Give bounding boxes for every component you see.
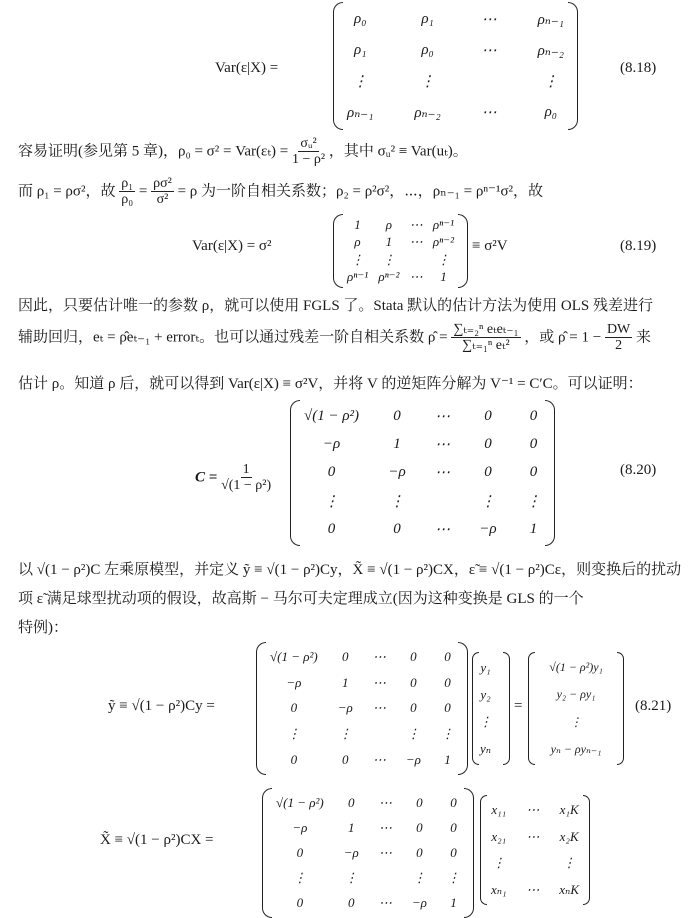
matrix-cell: −ρ [322, 436, 341, 453]
matrix-cell: ⋮ [562, 855, 576, 871]
matrix-cell: 0 [327, 521, 336, 538]
matrix-cell: ⋯ [378, 844, 392, 860]
paragraph-line [18, 322, 651, 354]
matrix-cell: −ρ [405, 752, 421, 768]
C-symbol: C = [195, 469, 218, 486]
numerator: ∑ₜ₌₂ⁿ eₜeₜ₋₁ [453, 322, 519, 337]
matrix-cell: √(1 − ρ²) [304, 407, 360, 424]
matrix-cell: ρⁿ⁻¹ [432, 216, 454, 232]
matrix-cell: −ρ [337, 700, 353, 716]
eq820-matrix [290, 400, 555, 546]
denominator: 1 − ρ² [291, 152, 326, 168]
matrix-cell: ⋯ [481, 43, 497, 59]
result-vector [528, 652, 624, 765]
matrix-grid [266, 642, 458, 775]
matrix-cell: ⋯ [526, 881, 540, 897]
matrix-cell: 0 [444, 648, 451, 664]
matrix-cell: ⋮ [352, 74, 368, 90]
matrix-cell: ⋯ [409, 234, 423, 250]
matrix-cell: √(1 − ρ²)y₁ [549, 660, 603, 675]
right-paren [617, 652, 624, 765]
matrix-cell: ⋮ [293, 870, 307, 886]
eqX-lhs: X̃ ≡ √(1 − ρ²)CX = [100, 832, 214, 848]
numerator: ρ₁ [121, 176, 134, 191]
left-paren [472, 652, 479, 765]
matrix-cell: √(1 − ρ²) [270, 648, 318, 664]
matrix-cell: x₂₁ [491, 828, 507, 844]
right-paren [568, 2, 578, 130]
numerator: 1 [242, 462, 250, 477]
matrix-cell: −ρ [343, 844, 359, 860]
matrix-cell: 1 [342, 674, 349, 690]
matrix-cell: y₁ [480, 659, 491, 675]
paragraph-line: 项 ε̃ 满足球型扰动项的假设，故高斯 − 马尔可夫定理成立(因为这种变换是 GLS 的一个 [18, 591, 584, 607]
text: ，其中 σᵤ² ≡ Var(uₜ)。 [328, 143, 468, 160]
matrix-cell: ⋯ [435, 465, 450, 482]
denominator: √(1 − ρ²) [221, 478, 272, 494]
matrix-cell: ⋮ [382, 251, 396, 267]
matrix-cell: ⋮ [406, 726, 420, 742]
matrix-cell: 0 [290, 700, 298, 716]
matrix-cell: 0 [290, 752, 298, 768]
matrix-cell: ⋮ [440, 726, 454, 742]
matrix-cell: 0 [484, 407, 492, 424]
matrix-cell: ⋯ [409, 269, 423, 285]
matrix-cell: 1 [450, 895, 457, 911]
matrix-cell: ⋯ [372, 752, 386, 768]
matrix-cell: ⋯ [435, 437, 450, 454]
matrix-cell: −ρ [388, 464, 406, 481]
dw-fraction [605, 322, 632, 354]
matrix-cell: 0 [450, 819, 457, 835]
matrix-cell: 1 [385, 234, 393, 250]
matrix-cell: ⋮ [287, 726, 301, 742]
denominator: ∑ₜ₌₁ⁿ eₜ² [462, 338, 510, 354]
eq-number: (8.19) [620, 238, 657, 254]
matrix-cell: ⋯ [372, 700, 386, 716]
eq819-matrix [333, 214, 468, 288]
paragraph-line: 而 ρ₁ = ρσ²，故 $\frac{\text{ρ₁}}{\text{ρ₀}}$ = $\frac{\text{ρσ²}}{\text{σ²}}$ = ρ 为一阶自相关系数；ρ₂ = ρ²σ²，⋯，ρₙ₋₁ = ρⁿ⁻¹σ²，故 [18, 176, 544, 208]
matrix-grid [300, 400, 545, 546]
matrix-cell: ⋯ [378, 819, 392, 835]
eq820-lhs [195, 462, 271, 494]
matrix-cell: x₂K [559, 828, 579, 844]
matrix-cell: ρ [354, 234, 361, 250]
eq-number: (8.18) [620, 60, 657, 76]
paragraph-line: 估计 ρ。知道 ρ 后，就可以得到 Var(ε|X) ≡ σ²V，并将 V 的逆矩阵分解为 V⁻¹ = C′C。可以证明： [18, 376, 643, 392]
equals-sign: = [514, 698, 523, 714]
fraction [151, 176, 174, 208]
matrix-cell: ρ₁ [354, 42, 367, 58]
y-vector [472, 652, 510, 765]
matrix-cell: 0 [393, 521, 401, 538]
matrix-cell: ρ₁ [421, 11, 434, 27]
matrix-grid [479, 652, 503, 765]
matrix-cell: ⋮ [446, 870, 460, 886]
eq-number: (8.21) [635, 698, 672, 714]
matrix-cell: 0 [416, 794, 423, 810]
left-paren [528, 652, 535, 765]
matrix-cell: 0 [296, 895, 304, 911]
matrix-cell: ⋮ [420, 74, 436, 90]
matrix-cell: ⋮ [412, 870, 426, 886]
matrix-cell: −ρ [292, 819, 308, 835]
denominator: 2 [615, 338, 623, 354]
matrix-cell: ρⁿ⁻¹ [347, 269, 369, 285]
X-matrix [480, 795, 590, 905]
left-paren [333, 214, 343, 288]
matrix-cell: xₙK [559, 881, 579, 897]
matrix-grid [535, 652, 617, 765]
text: ，或 ρ̂ = 1 − [524, 329, 602, 346]
matrix-cell: 0 [416, 819, 423, 835]
right-paren [503, 652, 510, 765]
left-paren [256, 642, 266, 775]
matrix-cell: 0 [327, 464, 336, 481]
right-paren [458, 214, 468, 288]
matrix-cell: 0 [393, 407, 401, 424]
matrix-cell: ρₙ₋₂ [537, 43, 564, 59]
matrix-cell: 0 [410, 648, 417, 664]
left-paren [262, 788, 272, 918]
matrix-cell: y₂ − ρy₁ [556, 687, 596, 702]
matrix-cell: ⋮ [480, 493, 496, 510]
denominator: σ² [156, 192, 169, 208]
matrix-cell: ρₙ₋₂ [414, 105, 441, 121]
matrix-cell: 1 [354, 216, 361, 232]
numerator: ρσ² [153, 176, 172, 191]
matrix-cell: 0 [342, 648, 349, 664]
matrix-cell: ρ₀ [544, 104, 557, 120]
matrix-cell: ⋯ [409, 216, 423, 232]
matrix-cell: yₙ [479, 741, 492, 757]
matrix-cell: ρⁿ⁻² [378, 269, 400, 285]
matrix-cell: 0 [529, 464, 538, 481]
matrix-cell: ρ [385, 216, 392, 232]
matrix-cell: ⋯ [526, 828, 540, 844]
matrix-cell: 0 [444, 674, 451, 690]
matrix-cell: 0 [348, 895, 355, 911]
matrix-cell: ρₙ₋₁ [537, 12, 564, 28]
matrix-cell: ⋯ [481, 12, 497, 28]
right-paren [545, 400, 555, 546]
text: = ρ 为一阶自相关系数；ρ₂ = ρ²σ²，⋯，ρₙ₋₁ = ρⁿ⁻¹σ²，故 [177, 183, 544, 200]
left-paren [480, 795, 487, 905]
matrix-cell: ⋯ [526, 802, 540, 818]
matrix-cell: −ρ [479, 521, 497, 538]
eqX-matrix [262, 788, 474, 918]
matrix-cell: 0 [450, 794, 457, 810]
left-paren [290, 400, 300, 546]
matrix-cell: ⋯ [435, 408, 450, 425]
matrix-cell: 1 [444, 752, 451, 768]
matrix-cell: ⋮ [525, 493, 541, 510]
matrix-cell: 0 [296, 844, 304, 860]
numerator: σᵤ² [300, 136, 317, 151]
matrix-cell: ⋮ [479, 714, 492, 730]
matrix-cell: 1 [348, 819, 355, 835]
matrix-cell: ρₙ₋₁ [347, 105, 374, 121]
matrix-grid [343, 2, 568, 130]
matrix-cell: −ρ [411, 895, 427, 911]
matrix-cell: −ρ [286, 674, 302, 690]
fraction [221, 462, 271, 494]
fraction [119, 176, 135, 208]
matrix-cell: ⋮ [324, 493, 340, 510]
matrix-cell: ⋮ [389, 493, 405, 510]
paragraph-line: 因此，只要估计唯一的参数 ρ，就可以使用 FGLS 了。Stata 默认的估计方法为使用 OLS 残差进行 [18, 298, 653, 314]
matrix-cell: ⋮ [570, 714, 582, 729]
eq818-matrix [333, 2, 578, 130]
matrix-cell: 0 [450, 844, 457, 860]
right-paren [458, 642, 468, 775]
matrix-grid [343, 214, 458, 288]
matrix-cell: xₙ₁ [491, 881, 507, 897]
eq818-lhs: Var(ε|X) = [215, 60, 279, 76]
matrix-cell: ⋯ [378, 895, 392, 911]
matrix-grid [272, 788, 464, 918]
matrix-cell: ⋮ [351, 251, 365, 267]
matrix-cell: 1 [529, 521, 538, 538]
matrix-cell: 0 [484, 464, 492, 481]
matrix-cell: 0 [416, 844, 423, 860]
matrix-cell: 1 [393, 436, 401, 453]
eq821-matrix [256, 642, 468, 775]
matrix-cell: x₁₁ [491, 802, 507, 818]
matrix-cell: ⋮ [492, 855, 506, 871]
eq821-lhs: ỹ ≡ √(1 − ρ²)Cy = [108, 698, 215, 714]
right-paren [464, 788, 474, 918]
matrix-cell: 0 [410, 700, 417, 716]
fraction [292, 136, 325, 168]
matrix-grid [487, 795, 583, 905]
matrix-cell: ⋮ [344, 870, 358, 886]
matrix-cell: 0 [484, 436, 492, 453]
left-paren [333, 2, 343, 130]
matrix-cell: ⋮ [436, 251, 450, 267]
text: 来 [636, 329, 652, 346]
matrix-cell: y₂ [480, 686, 491, 702]
matrix-cell: 0 [529, 436, 538, 453]
eq819-lhs: Var(ε|X) = σ² [192, 238, 272, 254]
denominator: ρ₀ [121, 192, 134, 208]
matrix-cell: 0 [342, 752, 349, 768]
matrix-cell: 0 [529, 407, 538, 424]
numerator: DW [606, 322, 631, 337]
matrix-cell: ⋯ [372, 648, 386, 664]
matrix-cell: ⋯ [372, 674, 386, 690]
matrix-cell: ⋯ [435, 522, 450, 539]
text: 辅助回归，eₜ = ρ̂eₜ₋₁ + errorₜ。也可以通过残差一阶自相关系数 ρ̂ = [18, 329, 448, 346]
matrix-cell: ⋯ [481, 105, 497, 121]
paragraph-line: 特例)： [18, 620, 68, 636]
rho-hat-fraction [451, 322, 520, 354]
matrix-cell: 1 [440, 269, 447, 285]
paragraph-line: 以 √(1 − ρ²)C 左乘原模型，并定义 ỹ ≡ √(1 − ρ²)Cy，X̃ ≡ √(1 − ρ²)CX，ε̃ ≡ √(1 − ρ²)Cε，则变换后的扰动 [18, 562, 682, 578]
matrix-cell: ρ₀ [354, 11, 367, 27]
text: 容易证明(参见第 5 章)，ρ₀ = σ² = Var(εₜ) = [18, 143, 292, 160]
eq819-rhs: ≡ σ²V [472, 238, 508, 254]
matrix-cell: ⋮ [338, 726, 352, 742]
matrix-cell: 0 [348, 794, 355, 810]
matrix-cell: √(1 − ρ²) [276, 794, 324, 810]
matrix-cell: ρ₀ [421, 42, 434, 58]
paragraph-line [18, 136, 468, 168]
text: 而 ρ₁ = ρσ²，故 [18, 183, 116, 200]
matrix-cell: ρⁿ⁻² [432, 234, 454, 250]
matrix-cell: 0 [444, 700, 451, 716]
matrix-cell: ⋯ [378, 794, 392, 810]
eq-number: (8.20) [620, 462, 657, 478]
matrix-cell: ⋮ [543, 74, 559, 90]
matrix-cell: yₙ − ρyₙ₋₁ [550, 741, 602, 756]
right-paren [583, 795, 590, 905]
matrix-cell: 0 [410, 674, 417, 690]
matrix-cell: x₁K [559, 802, 579, 818]
